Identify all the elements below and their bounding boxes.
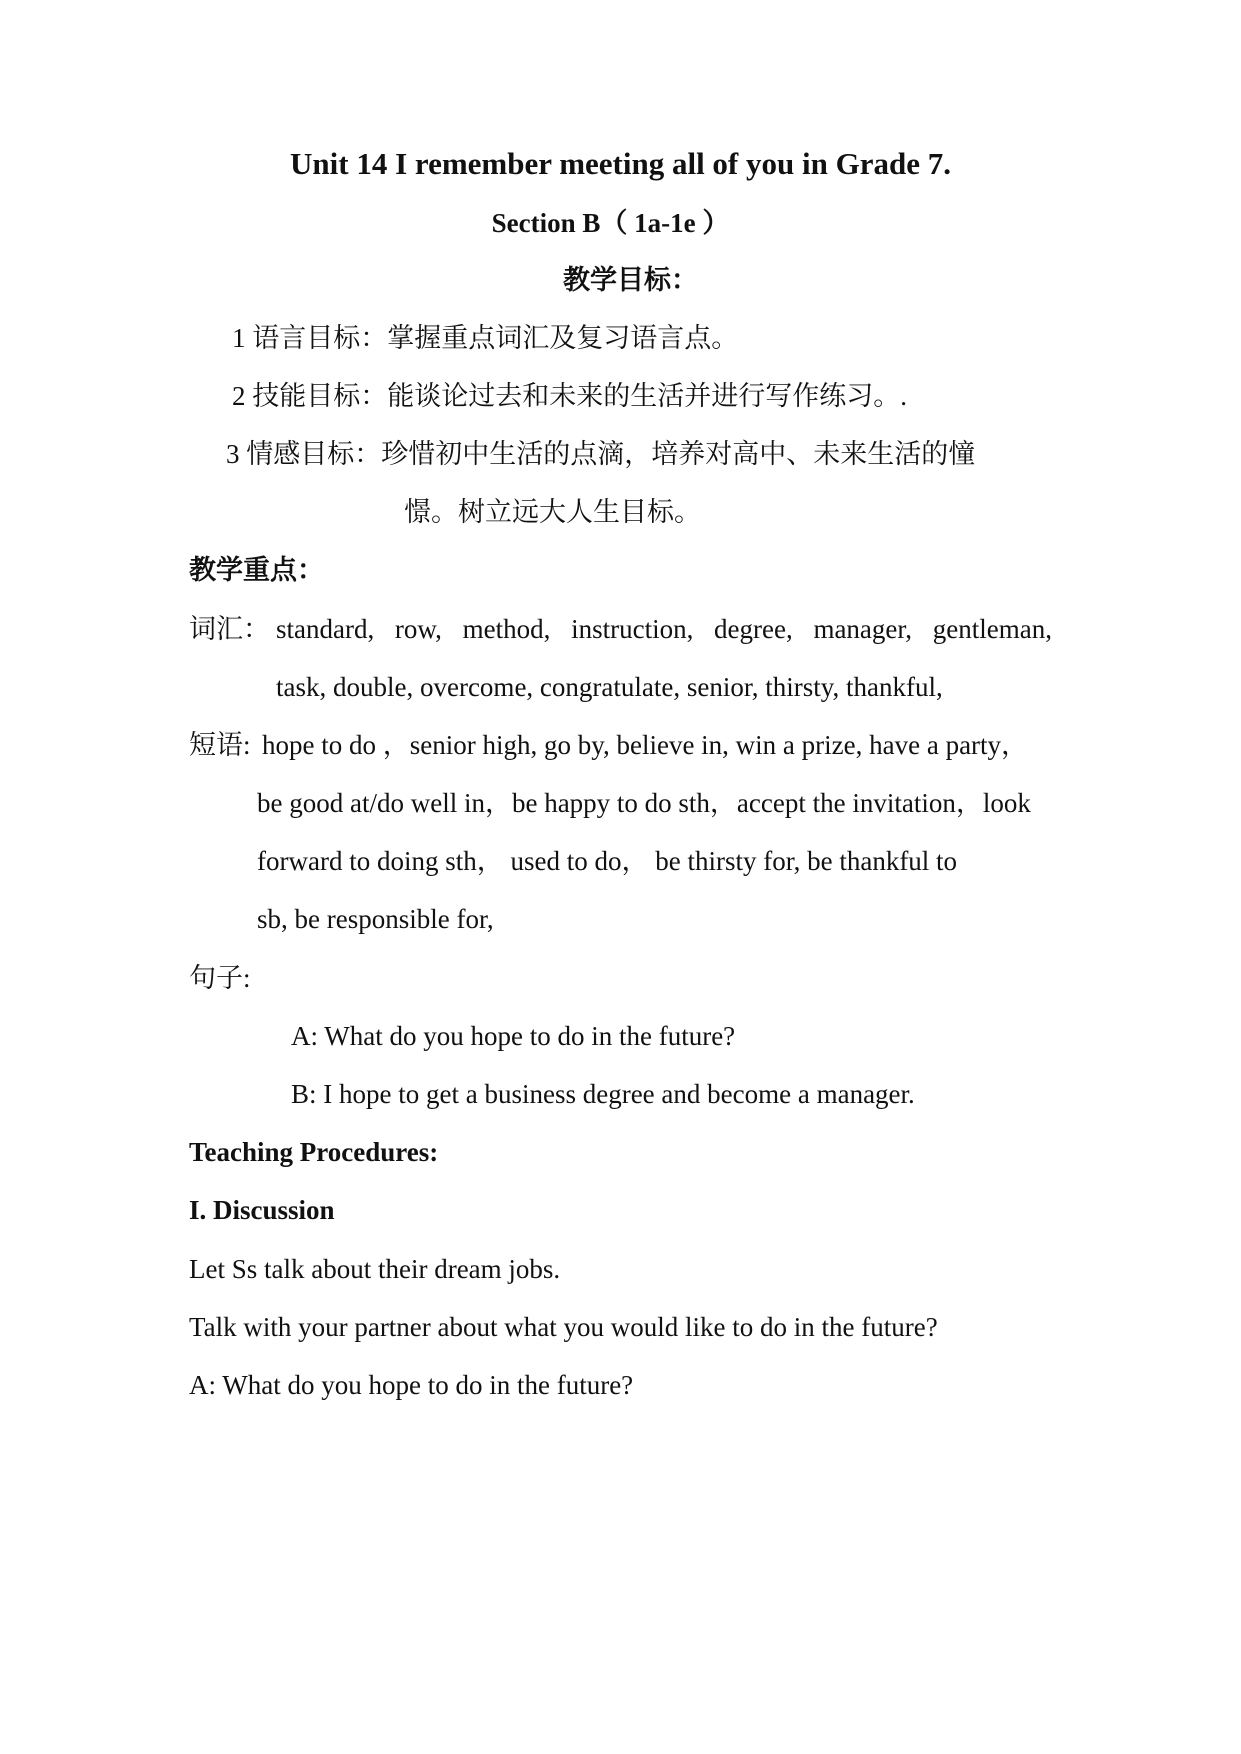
objective-emotion: 3 情感目标：珍惜初中生活的点滴，培养对高中、未来生活的憧 bbox=[226, 439, 976, 469]
phrases-line-4: sb, be responsible for, bbox=[257, 904, 494, 934]
sentences-label: 句子: bbox=[189, 963, 251, 993]
vocab-word: standard, bbox=[276, 614, 375, 644]
sentence-b: B: I hope to get a business degree and become a manager. bbox=[291, 1079, 915, 1109]
phrases-line-3: forward to doing sth， used to do， be thirsty for, be thankful to bbox=[257, 846, 958, 876]
vocab-line-2: task, double, overcome, congratulate, senior, thirsty, thankful, bbox=[276, 672, 943, 702]
objectives-heading: 教学目标： bbox=[563, 265, 698, 295]
vocab-line-1 bbox=[276, 611, 1052, 647]
phrases-line-2: be good at/do well in，be happy to do sth，accept the invitation，look bbox=[257, 788, 1031, 818]
vocab-word: row, bbox=[394, 614, 442, 644]
objective-emotion-cont: 憬。树立远大人生目标。 bbox=[404, 497, 701, 527]
objective-language: 1 语言目标：掌握重点词汇及复习语言点。 bbox=[232, 323, 739, 353]
key-points-heading: 教学重点： bbox=[189, 555, 324, 585]
sentence-a: A: What do you hope to do in the future? bbox=[291, 1021, 736, 1051]
vocab-word: gentleman, bbox=[932, 614, 1052, 644]
procedures-heading: Teaching Procedures: bbox=[189, 1137, 439, 1167]
discussion-heading: I. Discussion bbox=[189, 1195, 335, 1225]
section-subtitle: Section B（ 1a-1e ） bbox=[491, 208, 730, 238]
discussion-line-3: A: What do you hope to do in the future? bbox=[189, 1370, 634, 1400]
discussion-line-1: Let Ss talk about their dream jobs. bbox=[189, 1254, 561, 1284]
document-title: Unit 14 I remember meeting all of you in Grade 7. bbox=[290, 146, 951, 181]
vocab-label: 词汇： bbox=[189, 614, 270, 644]
vocab-word: instruction, bbox=[571, 614, 694, 644]
phrases-line-1: hope to do ，senior high, go by, believe in, win a prize, have a party， bbox=[262, 730, 1029, 760]
phrases-label: 短语: bbox=[189, 730, 251, 760]
vocab-word: degree, bbox=[714, 614, 793, 644]
objective-skills: 2 技能目标：能谈论过去和未来的生活并进行写作练习。. bbox=[232, 381, 907, 411]
discussion-line-2: Talk with your partner about what you would like to do in the future? bbox=[189, 1312, 938, 1342]
vocab-word: method, bbox=[462, 614, 551, 644]
vocab-word: manager, bbox=[813, 614, 913, 644]
